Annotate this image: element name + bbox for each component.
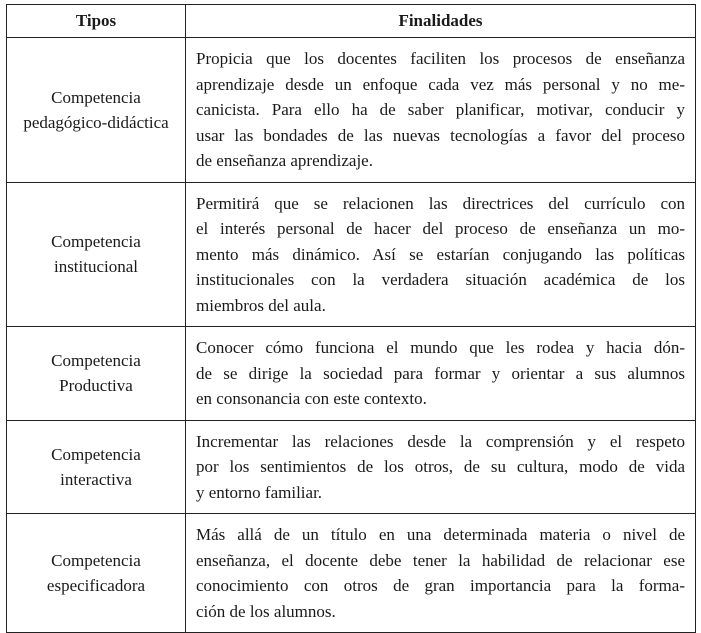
finalidad-cell [186,514,696,633]
finalidad-line: aprendizaje desde un enfoque cada vez más personal y no me- [196,74,685,94]
tipo-line: Competencia [51,232,141,252]
table-row [7,327,696,421]
finalidad-line: usar las bondades de las nuevas tecnologías a favor del proceso [196,125,685,145]
finalidad-line: por los sentimientos de los otros, de su cultura, modo de vida [196,457,685,476]
finalidad-line: el interés personal de hacer del proceso de enseñanza un mo- [196,219,685,238]
finalidad-line: Permitirá que se relacionen las directrices del currículo con [196,193,685,213]
table-row [7,420,696,514]
finalidad-line: conocimiento con otros de gran importancia para la forma- [196,576,685,595]
header-finalidades: Finalidades [186,5,696,38]
finalidad-line: enseñanza, el docente debe tener la habilidad de relacionar ese [196,550,685,570]
finalidad-line: en consonancia con este contexto. [196,389,427,408]
tipo-line: pedagógico-didáctica [23,112,169,132]
finalidad-cell [186,420,696,514]
competencias-table [6,4,696,633]
header-row [7,5,696,38]
finalidad-line: miembros del aula. [196,295,326,315]
finalidad-cell [186,327,696,421]
finalidad-cell [186,38,696,183]
tipo-cell [7,38,186,183]
finalidad-line: Más allá de un título en una determinada materia o nivel de [196,525,685,544]
finalidad-line: de se dirige la sociedad para formar y orientar a sus alumnos [196,363,685,383]
finalidad-line: institucionales con la verdadera situación académica de los [196,270,685,289]
finalidad-line: canicista. Para ello ha de saber planificar, motivar, conducir y [196,100,685,119]
tipo-cell [7,420,186,514]
table-row [7,182,696,327]
finalidad-cell [186,182,696,327]
tipo-line: institucional [53,257,139,277]
tipo-cell [7,182,186,327]
table-row [7,38,696,183]
table-row [7,514,696,633]
finalidad-line: Propicia que los docentes faciliten los procesos de enseñanza [196,49,685,68]
tipo-cell [7,514,186,633]
tipo-line: Competencia [51,87,141,107]
finalidad-line: mento más dinámico. Así se estarían conjugando las políticas [196,244,685,264]
tipo-line: interactiva [60,469,132,489]
tipo-line: Competencia [51,351,141,371]
finalidad-line: Incrementar las relaciones desde la comprensión y el respeto [196,431,685,451]
tipo-cell [7,327,186,421]
finalidad-line: de enseñanza aprendizaje. [196,151,373,170]
tipo-line: especificadora [46,576,146,595]
finalidad-line: Conocer cómo funciona el mundo que les rodea y hacia dón- [196,338,685,357]
tipo-line: Productiva [59,376,133,396]
finalidad-line: ción de los alumnos. [196,601,336,621]
tipo-line: Competencia [51,551,141,570]
header-tipos: Tipos [7,5,186,38]
tipo-line: Competencia [51,444,141,464]
finalidad-line: y entorno familiar. [196,482,323,502]
